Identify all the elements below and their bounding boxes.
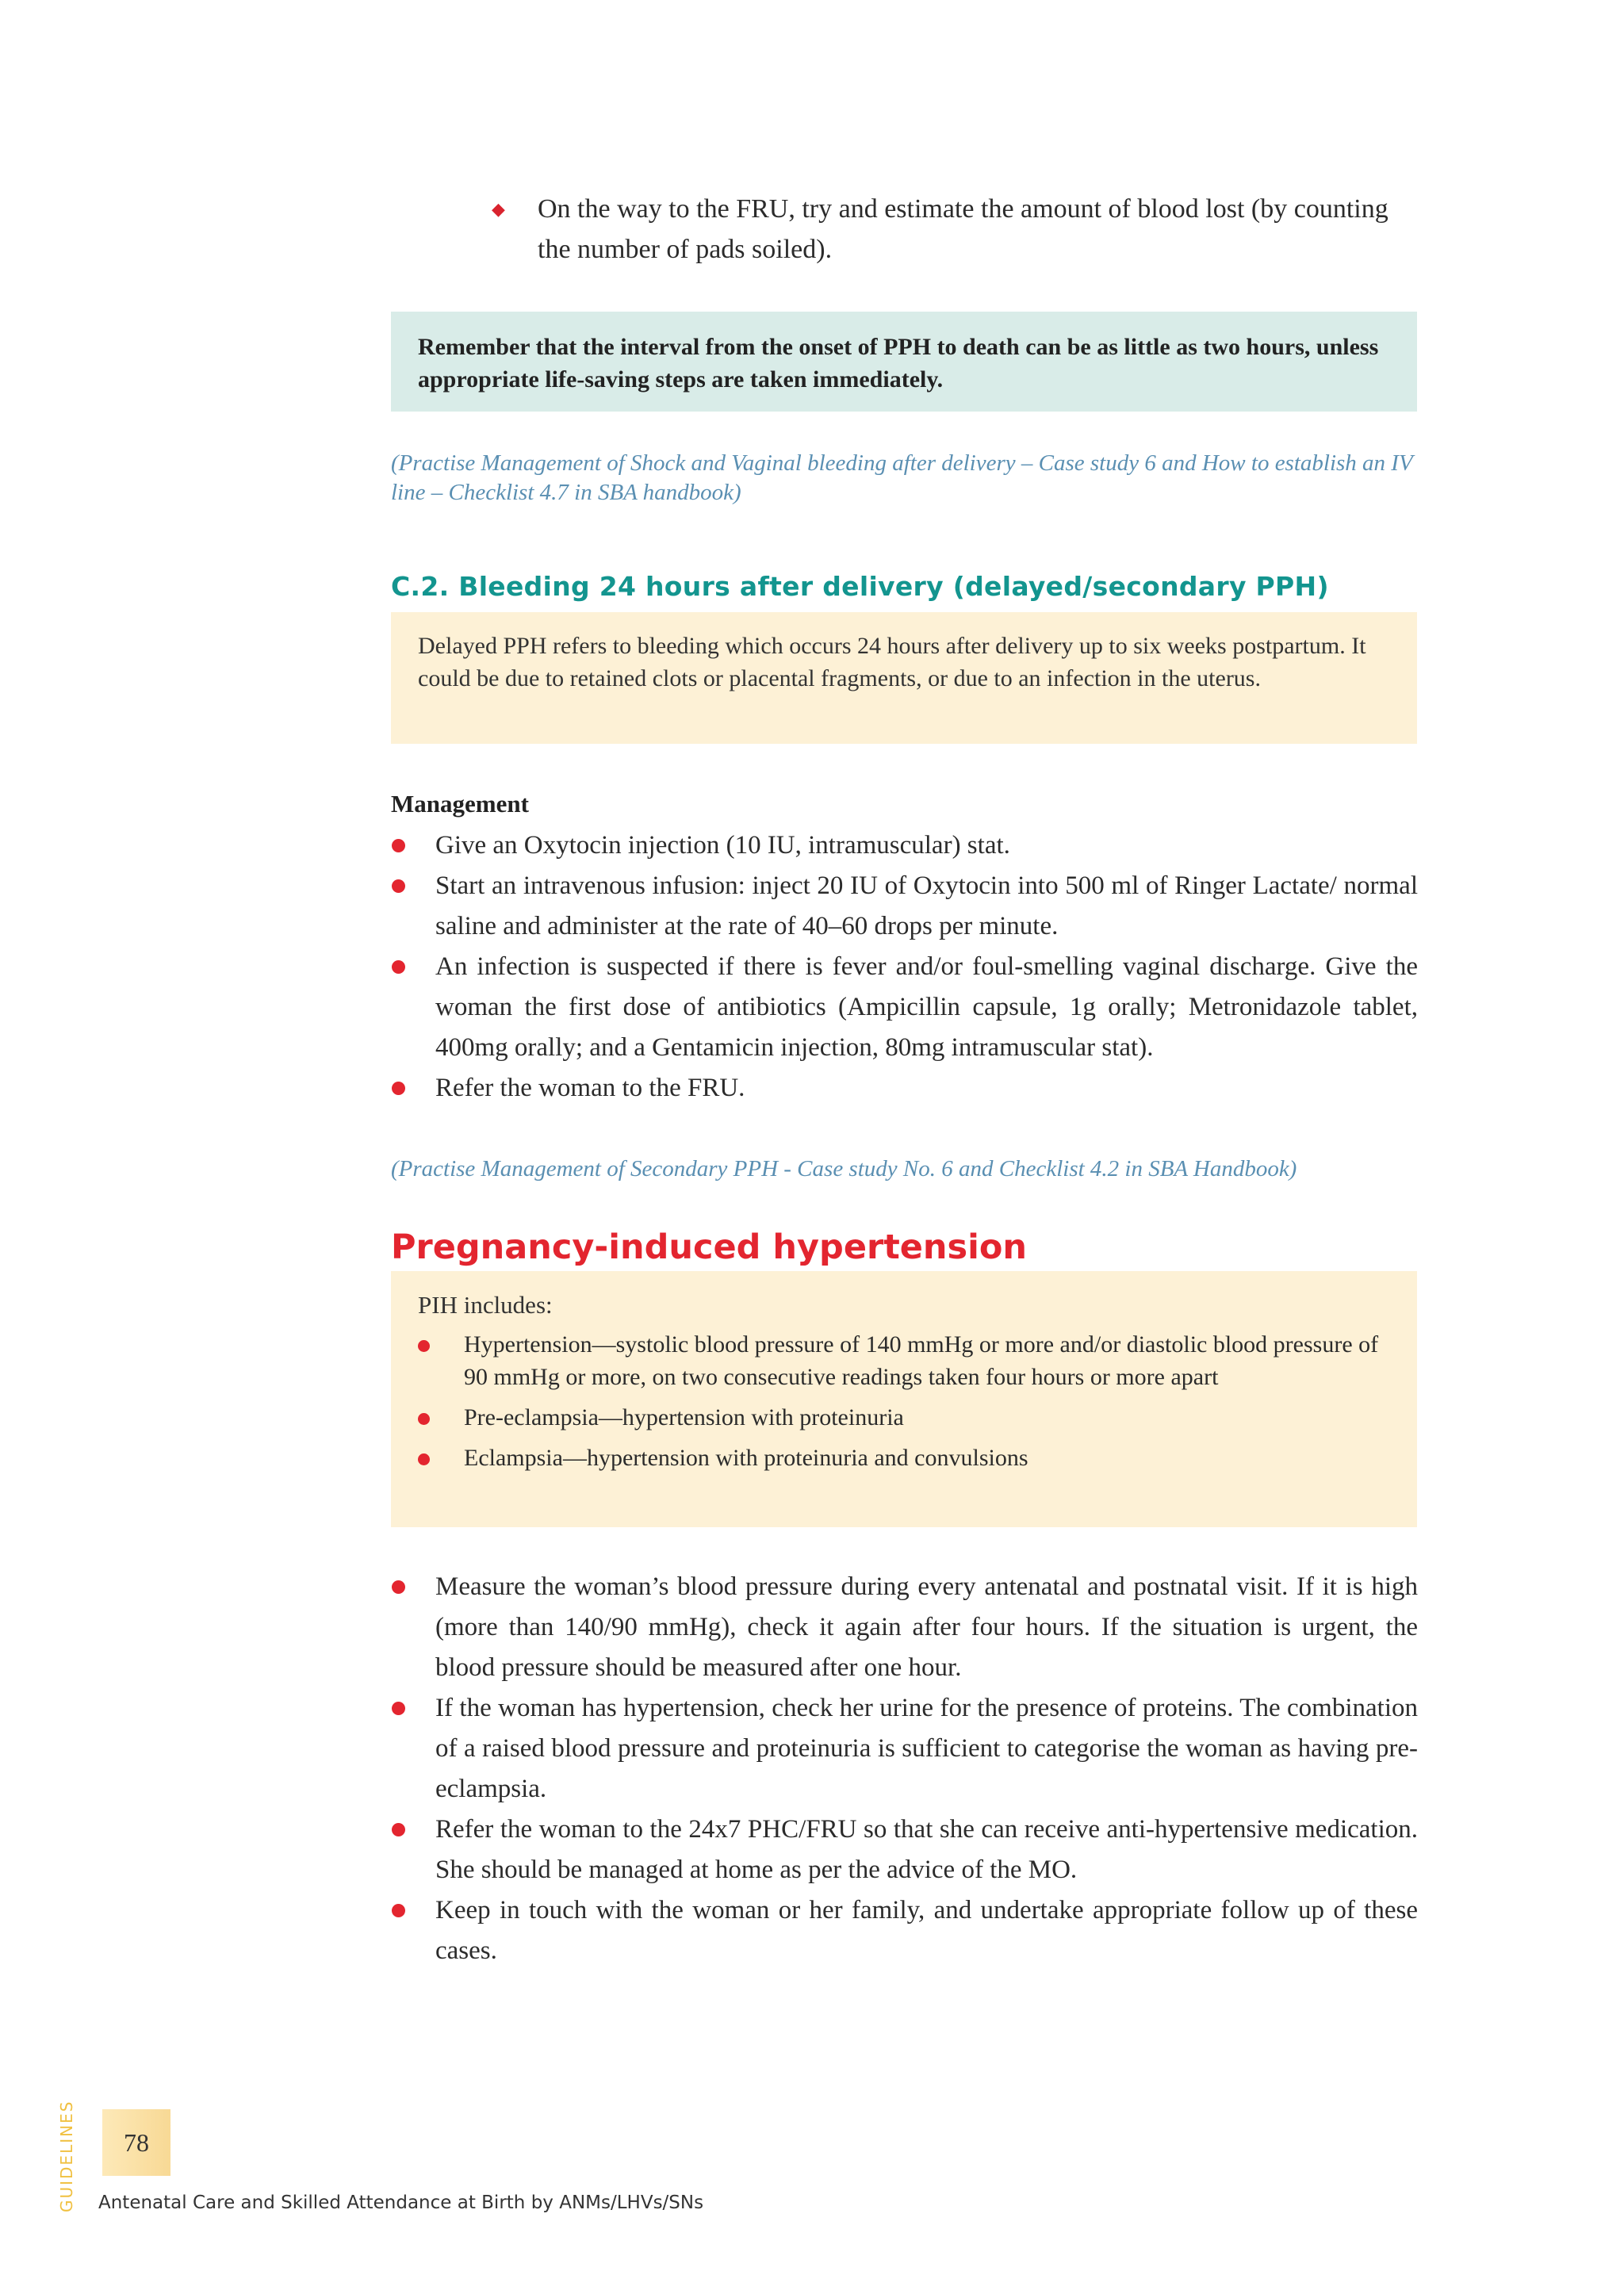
pih-action-list bbox=[391, 1567, 1418, 1971]
footer-title: Antenatal Care and Skilled Attendance at Birth by ANMs/LHVs/SNs bbox=[98, 2193, 704, 2213]
list-item-text: On the way to the FRU, try and estimate the amount of blood lost (by counting the number of pads soiled). bbox=[538, 194, 1388, 264]
remember-note-text: Remember that the interval from the onset of PPH to death can be as little as two hours, unless appropriate life-saving steps are taken immediately. bbox=[418, 334, 1379, 393]
list-item bbox=[391, 1810, 1418, 1890]
bullet-dot-icon bbox=[418, 1453, 430, 1465]
reference-note: (Practise Management of Shock and Vaginal bleeding after delivery – Case study 6 and How to establish an IV line – Checklist 4.7 in SBA handbook) bbox=[391, 450, 1413, 505]
list-item-text: If the woman has hypertension, check her urine for the presence of proteins. The combination of a raised blood pressure and proteinuria is sufficient to categorise the woman as having pre-eclampsia. bbox=[435, 1694, 1418, 1803]
list-item-text: An infection is suspected if there is fever and/or foul-smelling vaginal discharge. Give the woman the first dose of antibiotics (Ampicillin capsule, 1g orally; Metronidazole tablet, 400mg orally; and a Gentamicin injection, 80mg intramuscular stat). bbox=[435, 952, 1418, 1062]
list-item bbox=[418, 1442, 1390, 1474]
pih-definition-list bbox=[418, 1328, 1390, 1474]
list-item-text: Keep in touch with the woman or her family, and undertake appropriate follow up of these cases. bbox=[435, 1896, 1418, 1965]
list-item-text: Measure the woman’s blood pressure during every antenatal and postnatal visit. If it is high (more than 140/90 mmHg), check it again after four hours. If the situation is urgent, the blood pressure should be measured after one hour. bbox=[435, 1572, 1418, 1682]
section-heading-c2: C.2. Bleeding 24 hours after delivery (delayed/secondary PPH) bbox=[391, 571, 1329, 602]
list-item bbox=[391, 825, 1418, 866]
bullet-dot-icon bbox=[392, 1904, 405, 1917]
list-item bbox=[391, 866, 1418, 947]
list-item bbox=[418, 1328, 1390, 1393]
diamond-bullet-icon: ◆ bbox=[492, 199, 505, 219]
list-item bbox=[391, 947, 1418, 1068]
bullet-dot-icon bbox=[392, 879, 405, 893]
list-item-text: Eclampsia—hypertension with proteinuria and convulsions bbox=[464, 1445, 1028, 1471]
pih-intro-text: PIH includes: bbox=[418, 1291, 553, 1319]
bullet-dot-icon bbox=[392, 1702, 405, 1715]
list-item bbox=[391, 1890, 1418, 1971]
bullet-dot-icon bbox=[392, 960, 405, 974]
bullet-dot-icon bbox=[392, 839, 405, 852]
bullet-dot-icon bbox=[418, 1340, 430, 1352]
section-heading-pih: Pregnancy-induced hypertension bbox=[391, 1227, 1028, 1267]
list-item-text: Start an intravenous infusion: inject 20 IU of Oxytocin into 500 ml of Ringer Lactate/ normal saline and administer at the rate of 40–60 drops per minute. bbox=[435, 871, 1418, 940]
pih-definition-box bbox=[391, 1271, 1417, 1527]
list-item bbox=[391, 1068, 1418, 1109]
definition-box bbox=[391, 612, 1417, 744]
top-bullet-list bbox=[485, 189, 1418, 270]
list-item-text: Refer the woman to the 24x7 PHC/FRU so that she can receive anti-hypertensive medication. She should be managed at home as per the advice of the MO. bbox=[435, 1815, 1418, 1884]
bullet-dot-icon bbox=[392, 1082, 405, 1095]
list-item-text: Pre-eclampsia—hypertension with proteinuria bbox=[464, 1404, 904, 1430]
page-number bbox=[102, 2109, 170, 2176]
page-number-text: 78 bbox=[124, 2127, 149, 2157]
list-item-text: Refer the woman to the FRU. bbox=[435, 1074, 745, 1102]
management-list bbox=[391, 825, 1418, 1109]
bullet-dot-icon bbox=[418, 1413, 430, 1425]
management-title: Management bbox=[391, 790, 529, 818]
list-item bbox=[418, 1401, 1390, 1434]
reference-note: (Practise Management of Secondary PPH - Case study No. 6 and Checklist 4.2 in SBA Handbook) bbox=[391, 1156, 1297, 1181]
list-item bbox=[485, 189, 1418, 270]
list-item bbox=[391, 1567, 1418, 1688]
bullet-dot-icon bbox=[392, 1580, 405, 1594]
list-item-text: Give an Oxytocin injection (10 IU, intramuscular) stat. bbox=[435, 831, 1010, 860]
list-item-text: Hypertension—systolic blood pressure of 140 mmHg or more and/or diastolic blood pressure of 90 mmHg or more, on two consecutive readings taken four hours or more apart bbox=[464, 1331, 1379, 1390]
list-item bbox=[391, 1688, 1418, 1810]
remember-note-box bbox=[391, 312, 1417, 412]
bullet-dot-icon bbox=[392, 1823, 405, 1836]
side-label: GUIDELINES bbox=[57, 2100, 76, 2212]
definition-text: Delayed PPH refers to bleeding which occurs 24 hours after delivery up to six weeks postpartum. It could be due to retained clots or placental fragments, or due to an infection in the uterus. bbox=[418, 633, 1366, 691]
